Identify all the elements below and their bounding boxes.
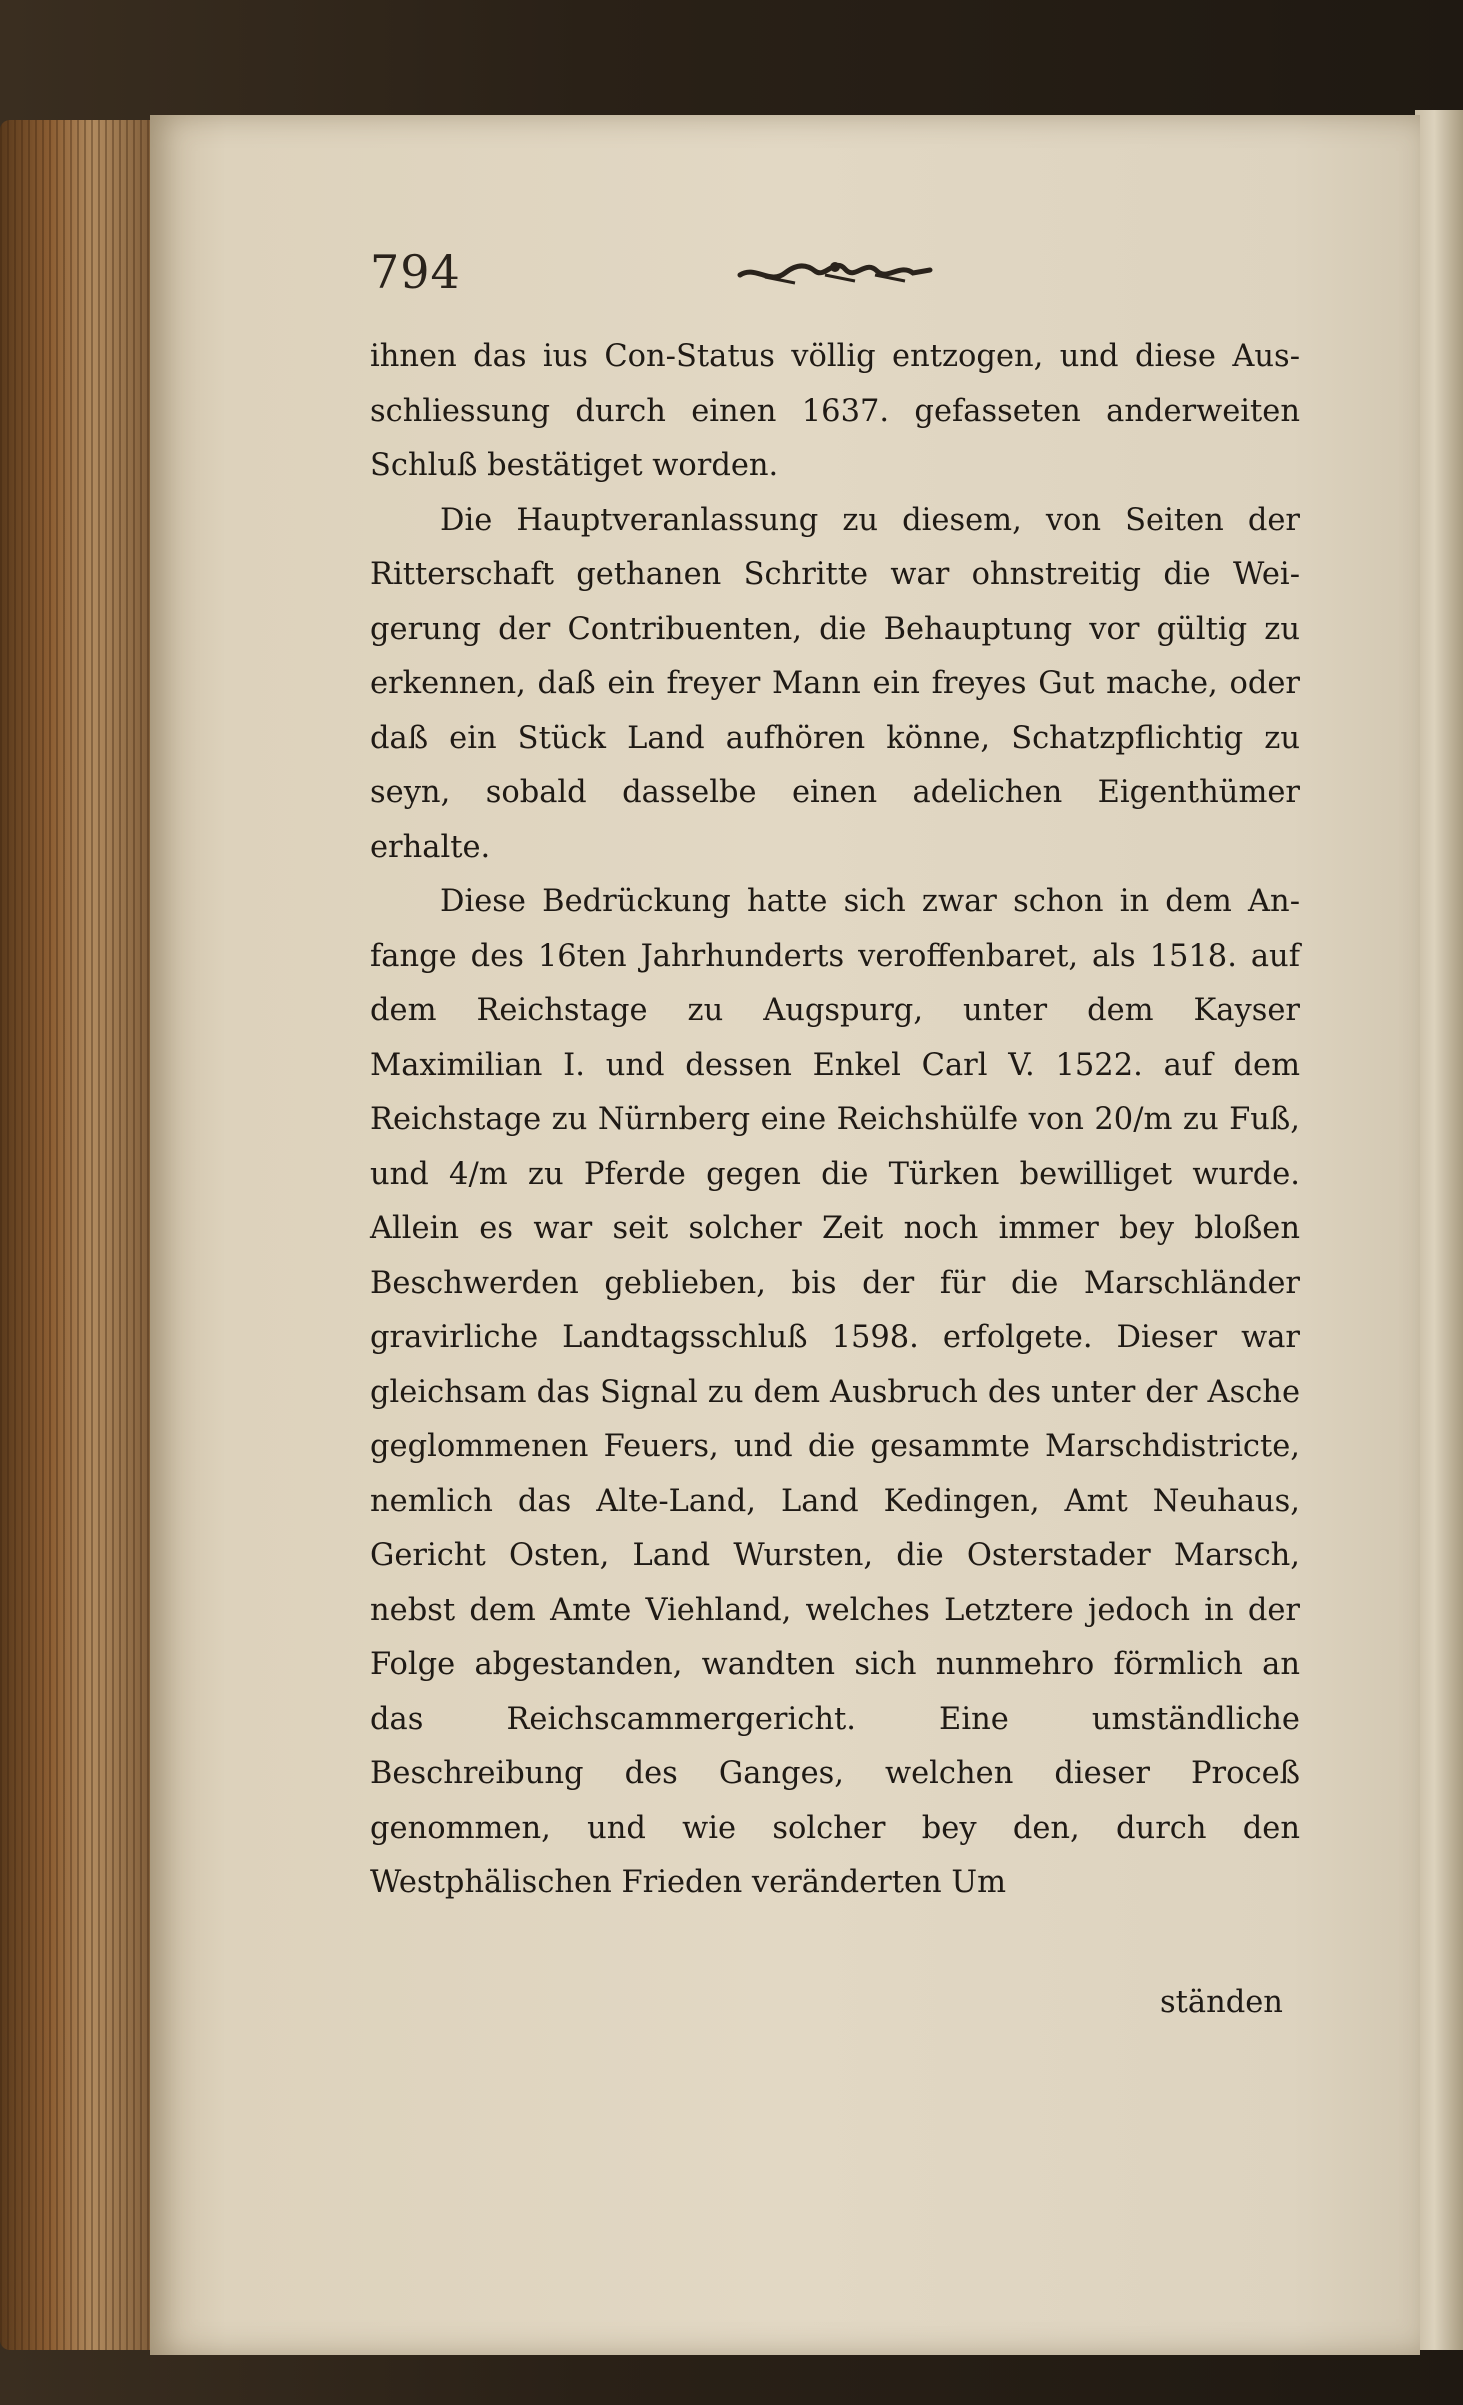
paragraph-1: ihnen das ius Con-Status völlig entzogen, und diese Ausschliessung durch einen 1637. gefasseten anderweiten Schluß bestätiget worden. (370, 339, 1300, 483)
book-page-edges-left (0, 120, 170, 2350)
paragraph-2: Die Hauptveranlassung zu diesem, von Seiten der Ritterschaft gethanen Schritte war ohnstreitig die Weigerung der Contribuenten, die Behauptung vor gültig zu erkennen, daß ein freyer Mann ein freyes Gut mache, oder daß ein Stück Land aufhören könne, Schatzpflichtig zu seyn, sobald dasselbe einen adelichen Eigenthümer erhalte. (370, 502, 1300, 865)
paragraph-3: Diese Bedrückung hatte sich zwar schon in dem Anfange des 16ten Jahrhunderts veroffenbaret, als 1518. auf dem Reichstage zu Augspurg, unter dem Kayser Maximilian I. und dessen Enkel Carl V. 1522. auf dem Reichstage zu Nürnberg eine Reichshülfe von 20/m zu Fuß, und 4/m zu Pferde gegen die Türken bewilliget wurde. Allein es war seit solcher Zeit noch immer bey bloßen Beschwerden geblieben, bis der für die Marschländer gravirliche Landtagsschluß 1598. erfolgete. Dieser war gleichsam das Signal zu dem Ausbruch des unter der Asche geglommenen Feuers, und die gesammte Marschdistricte, nemlich das Alte-Land, Land Kedingen, Amt Neuhaus, Gericht Osten, Land Wursten, die Osterstader Marsch, nebst dem Amte Viehland, welches Letztere jedoch in der Folge abgestanden, wandten sich nunmehro förmlich an das Reichscammergericht. Eine umständliche Beschreibung des Ganges, welchen dieser Proceß genommen, und wie solcher bey den, durch den Westphälischen Frieden veränderten Um (370, 884, 1300, 1900)
catchword: ständen (1160, 1985, 1283, 2020)
headpiece-ornament-icon (735, 245, 935, 295)
book-page-edges-right (1415, 110, 1463, 2350)
page-number: 794 (370, 245, 461, 299)
body-text (370, 330, 1300, 1911)
